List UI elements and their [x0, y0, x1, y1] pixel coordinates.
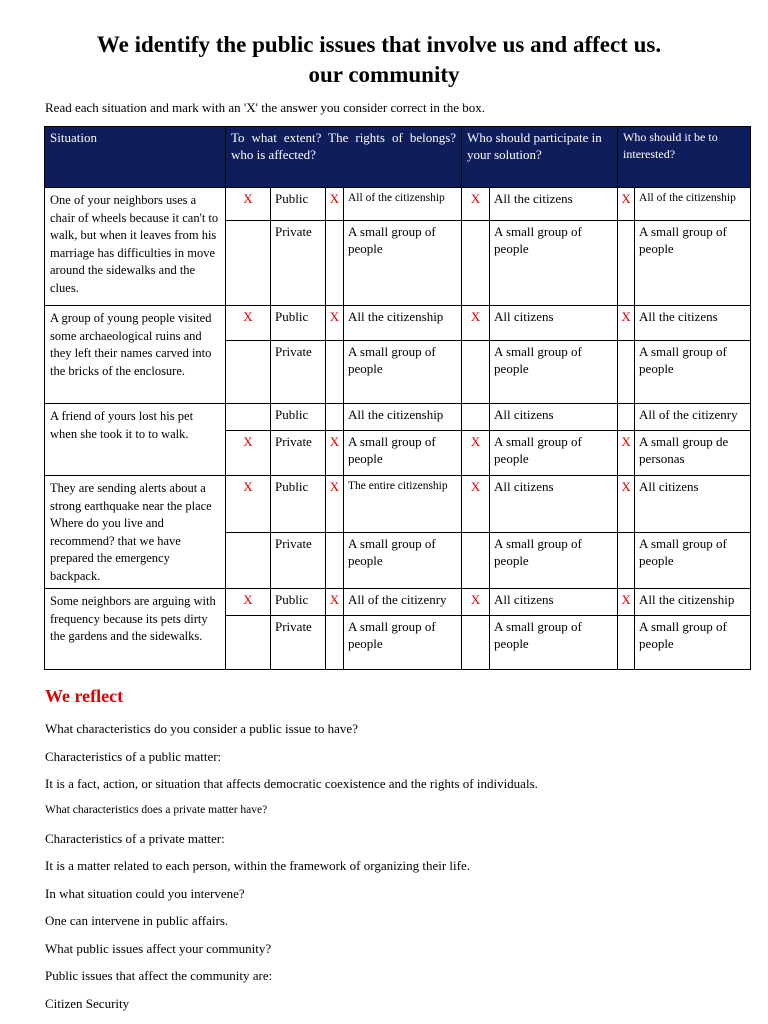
table-row: [45, 476, 751, 533]
reflect-answer-label: Characteristics of a private matter:: [45, 831, 225, 846]
situation-cell: A friend of yours lost his pet when she took it to to walk.: [45, 404, 226, 476]
option-private: Private: [271, 532, 326, 589]
option-interested-private: A small group de personas: [635, 431, 751, 476]
option-affected-public: The entire citizenship: [344, 476, 462, 533]
mark-participate-public[interactable]: X: [462, 589, 490, 616]
mark-public[interactable]: X: [226, 476, 271, 533]
option-affected-private: A small group of people: [344, 616, 462, 670]
mark-private[interactable]: [226, 616, 271, 670]
option-interested-private: A small group of people: [635, 221, 751, 306]
option-public: Public: [271, 589, 326, 616]
mark-affected-public[interactable]: X: [326, 476, 344, 533]
mark-participate-public[interactable]: X: [462, 188, 490, 221]
mark-participate-private[interactable]: [462, 221, 490, 306]
header-interested: Who should it be to interested?: [618, 127, 751, 188]
mark-participate-public[interactable]: X: [462, 476, 490, 533]
reflect-answer-label: Public issues that affect the community are:: [45, 968, 273, 983]
mark-public[interactable]: [226, 404, 271, 431]
table-row: [45, 306, 751, 341]
option-participate-private: A small group of people: [490, 431, 618, 476]
mark-participate-private[interactable]: X: [462, 431, 490, 476]
option-public: Public: [271, 476, 326, 533]
option-public: Public: [271, 306, 326, 341]
instructions: Read each situation and mark with an 'X' the answer you consider correct in the box.: [45, 100, 486, 115]
mark-public[interactable]: X: [226, 589, 271, 616]
mark-interested-private[interactable]: [618, 221, 635, 306]
mark-private[interactable]: [226, 221, 271, 306]
mark-affected-private[interactable]: [326, 341, 344, 404]
mark-interested-public[interactable]: X: [618, 589, 635, 616]
option-public: Public: [271, 188, 326, 221]
reflect-answer: It is a fact, action, or situation that affects democratic coexistence and the rights of individuals.: [45, 776, 538, 791]
table-header-row: [45, 127, 751, 188]
mark-private[interactable]: [226, 532, 271, 589]
table-row: [45, 589, 751, 616]
reflect-question: What characteristics does a private matter have?: [45, 804, 268, 816]
option-interested-public: All citizens: [635, 476, 751, 533]
mark-affected-private[interactable]: [326, 532, 344, 589]
reflect-answer: It is a matter related to each person, within the framework of organizing their life.: [45, 858, 470, 873]
header-extent: To what extent? The rights of belongs? who is affected?: [226, 127, 462, 188]
mark-participate-private[interactable]: [462, 532, 490, 589]
situation-cell: Some neighbors are arguing with frequency because its pets dirty the gardens and the sidewalks.: [45, 589, 226, 670]
option-participate-private: A small group of people: [490, 616, 618, 670]
option-private: Private: [271, 341, 326, 404]
mark-interested-public[interactable]: [618, 404, 635, 431]
mark-participate-public[interactable]: [462, 404, 490, 431]
mark-participate-public[interactable]: X: [462, 306, 490, 341]
reflect-answer-label: Characteristics of a public matter:: [45, 749, 222, 764]
mark-private[interactable]: X: [226, 431, 271, 476]
option-affected-private: A small group of people: [344, 341, 462, 404]
option-participate-public: All citizens: [490, 589, 618, 616]
option-public: Public: [271, 404, 326, 431]
mark-interested-public[interactable]: X: [618, 188, 635, 221]
reflect-question: In what situation could you intervene?: [45, 886, 245, 901]
table-row: [45, 188, 751, 221]
option-participate-private: A small group of people: [490, 532, 618, 589]
page-title: [0, 30, 768, 90]
table-row: [45, 404, 751, 431]
option-private: Private: [271, 431, 326, 476]
situation-cell: They are sending alerts about a strong earthquake near the place Where do you live and recommend? that we have prepared the emergency backpack.: [45, 476, 226, 589]
mark-affected-private[interactable]: [326, 221, 344, 306]
page-title-line-2: our community: [308, 62, 460, 87]
mark-interested-public[interactable]: X: [618, 476, 635, 533]
mark-participate-private[interactable]: [462, 341, 490, 404]
page-title-line-1: We identify the public issues that involve us and affect us.: [96, 32, 662, 57]
mark-interested-private[interactable]: [618, 532, 635, 589]
header-situation: Situation: [45, 127, 226, 188]
option-affected-private: A small group of people: [344, 431, 462, 476]
option-affected-public: All of the citizenship: [344, 188, 462, 221]
option-affected-private: A small group of people: [344, 532, 462, 589]
option-affected-private: A small group of people: [344, 221, 462, 306]
mark-affected-public[interactable]: X: [326, 589, 344, 616]
option-affected-public: All of the citizenry: [344, 589, 462, 616]
reflect-question: What public issues affect your community?: [45, 941, 272, 956]
mark-affected-public[interactable]: X: [326, 306, 344, 341]
option-affected-public: All the citizenship: [344, 404, 462, 431]
mark-affected-private[interactable]: [326, 616, 344, 670]
header-participate: Who should participate in your solution?: [462, 127, 618, 188]
mark-affected-private[interactable]: X: [326, 431, 344, 476]
option-participate-public: All citizens: [490, 306, 618, 341]
option-interested-public: All of the citizenry: [635, 404, 751, 431]
option-participate-public: All citizens: [490, 476, 618, 533]
option-interested-private: A small group of people: [635, 341, 751, 404]
option-interested-public: All of the citizenship: [635, 188, 751, 221]
mark-interested-private[interactable]: [618, 616, 635, 670]
situation-cell: One of your neighbors uses a chair of wheels because it can't to walk, but when it leaves from his marriage has difficulties in move around the sidewalks and the clues.: [45, 188, 226, 306]
reflect-heading: We reflect: [45, 686, 124, 706]
option-participate-public: All citizens: [490, 404, 618, 431]
mark-interested-private[interactable]: X: [618, 431, 635, 476]
mark-interested-public[interactable]: X: [618, 306, 635, 341]
option-participate-private: A small group of people: [490, 221, 618, 306]
mark-participate-private[interactable]: [462, 616, 490, 670]
mark-interested-private[interactable]: [618, 341, 635, 404]
reflect-question: What characteristics do you consider a public issue to have?: [45, 721, 358, 736]
mark-public[interactable]: X: [226, 306, 271, 341]
option-interested-public: All the citizenship: [635, 589, 751, 616]
option-interested-private: A small group of people: [635, 532, 751, 589]
option-affected-public: All the citizenship: [344, 306, 462, 341]
option-interested-private: A small group of people: [635, 616, 751, 670]
situations-table: [44, 126, 751, 670]
option-interested-public: All the citizens: [635, 306, 751, 341]
option-private: Private: [271, 616, 326, 670]
mark-private[interactable]: [226, 341, 271, 404]
option-participate-private: A small group of people: [490, 341, 618, 404]
mark-affected-public[interactable]: X: [326, 188, 344, 221]
mark-public[interactable]: X: [226, 188, 271, 221]
situation-cell: A group of young people visited some archaeological ruins and they left their names carved into the bricks of the enclosure.: [45, 306, 226, 404]
option-participate-public: All the citizens: [490, 188, 618, 221]
option-private: Private: [271, 221, 326, 306]
reflect-answer: One can intervene in public affairs.: [45, 913, 229, 928]
mark-affected-public[interactable]: [326, 404, 344, 431]
reflect-answer: Citizen Security: [45, 996, 130, 1011]
